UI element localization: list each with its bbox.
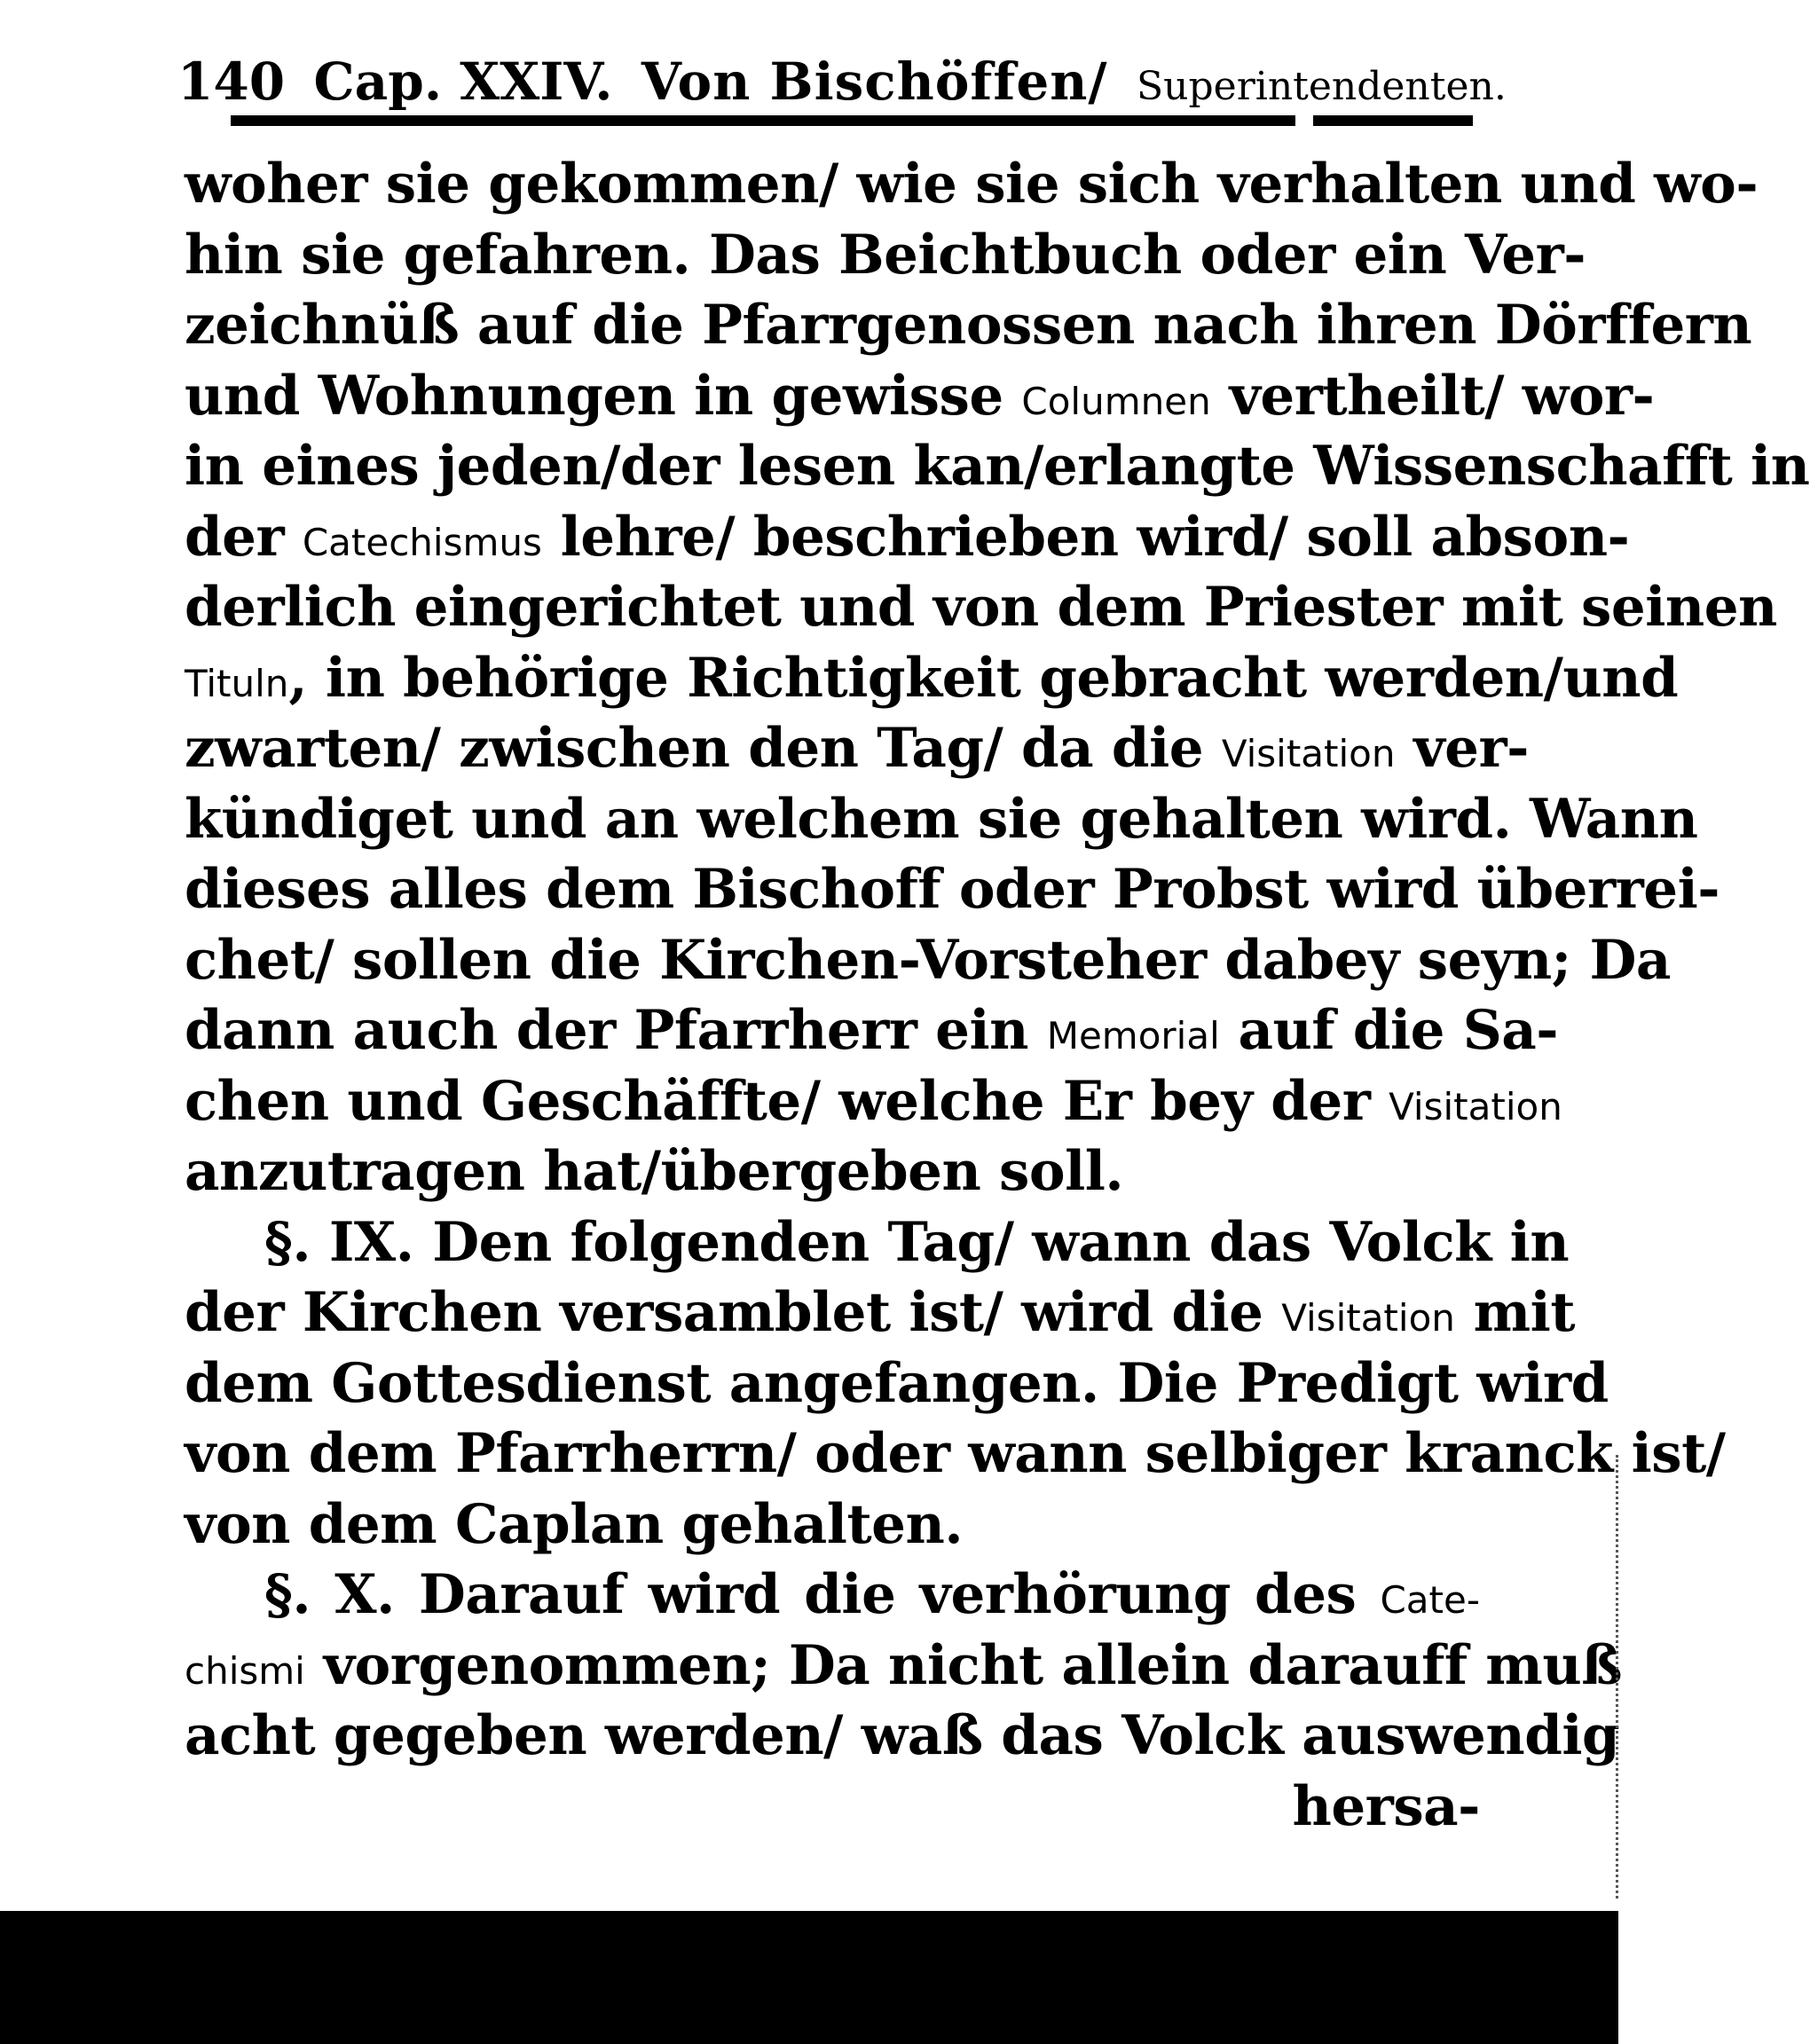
text-line bbox=[185, 1701, 1620, 1772]
header-subtitle: Superintendenten. bbox=[1137, 64, 1507, 109]
text-fragment: chet/ sollen die Kirchen-Vorsteher dabey seyn; Da bbox=[185, 928, 1671, 992]
latin-term: Visitation bbox=[1281, 1296, 1455, 1340]
text-fragment: von dem Pfarrherrn/ oder wann selbiger kranck ist/ bbox=[185, 1422, 1726, 1485]
text-line bbox=[185, 572, 1777, 643]
text-fragment: dieses alles dem Bischoff oder Probst wird überrei- bbox=[185, 858, 1720, 921]
text-fragment: hersa- bbox=[1292, 1774, 1480, 1838]
latin-term: Columnen bbox=[1021, 379, 1211, 423]
latin-term: Cate- bbox=[1380, 1578, 1480, 1622]
running-header bbox=[177, 46, 1507, 117]
body-text bbox=[185, 149, 1810, 1842]
text-fragment: von dem Caplan gehalten. bbox=[185, 1492, 964, 1556]
text-line bbox=[185, 1631, 1623, 1702]
text-line bbox=[185, 1560, 1480, 1631]
text-line bbox=[185, 1066, 1562, 1137]
text-line bbox=[185, 361, 1655, 432]
text-line bbox=[185, 784, 1698, 855]
header-rule bbox=[231, 115, 1473, 126]
text-line bbox=[185, 713, 1529, 784]
text-fragment: anzutragen hat/übergeben soll. bbox=[185, 1140, 1124, 1203]
text-line bbox=[185, 1136, 1480, 1207]
text-fragment: vertheilt/ wor- bbox=[1210, 364, 1655, 428]
text-fragment: , in behörige Richtigkeit gebracht werden/und bbox=[288, 646, 1679, 710]
page-edge-marks bbox=[1610, 1455, 1618, 1899]
header-title: Von Bischöffen/ bbox=[641, 51, 1108, 112]
text-line bbox=[185, 1490, 1480, 1561]
text-fragment: kündiget und an welchem sie gehalten wird. Wann bbox=[185, 787, 1698, 851]
text-fragment: und Wohnungen in gewisse bbox=[185, 364, 1022, 428]
text-line bbox=[185, 1772, 1480, 1843]
text-fragment: lehre/ beschrieben wird/ soll abson- bbox=[541, 505, 1630, 569]
text-line bbox=[185, 431, 1810, 502]
text-fragment: auf die Sa- bbox=[1219, 999, 1559, 1062]
text-fragment: dem Gottesdienst angefangen. Die Predigt wird bbox=[185, 1351, 1609, 1415]
text-line bbox=[185, 643, 1679, 714]
text-line bbox=[185, 220, 1586, 291]
latin-term: Visitation bbox=[1389, 1084, 1562, 1128]
text-fragment: woher sie gekommen/ wie sie sich verhalten und wo- bbox=[185, 153, 1759, 216]
text-line bbox=[185, 925, 1671, 996]
text-fragment: vorgenommen; Da nicht allein darauff muß bbox=[304, 1633, 1623, 1697]
chapter-label: Cap. XXIV. bbox=[313, 51, 613, 112]
text-fragment: dann auch der Pfarrherr ein bbox=[185, 999, 1047, 1062]
text-line bbox=[185, 854, 1720, 925]
text-fragment: derlich eingerichtet und von dem Priester mit seinen bbox=[185, 576, 1777, 639]
text-fragment: hin sie gefahren. Das Beichtbuch oder ein Ver- bbox=[185, 223, 1586, 287]
latin-term: Catechismus bbox=[302, 520, 542, 564]
text-line bbox=[185, 1278, 1576, 1348]
text-line bbox=[185, 502, 1630, 573]
scan-bottom-band bbox=[0, 1911, 1618, 2044]
text-fragment: zwarten/ zwischen den Tag/ da die bbox=[185, 717, 1222, 780]
text-fragment: der Kirchen versamblet ist/ wird die bbox=[185, 1281, 1282, 1344]
text-line bbox=[185, 290, 1752, 361]
latin-term: Visitation bbox=[1221, 732, 1396, 775]
text-line bbox=[185, 1419, 1726, 1490]
text-fragment: ver- bbox=[1395, 717, 1529, 780]
text-line bbox=[185, 1207, 1570, 1278]
text-fragment: acht gegeben werden/ waß das Volck auswendig bbox=[185, 1704, 1620, 1767]
text-fragment: chen und Geschäffte/ welche Er bey der bbox=[185, 1069, 1389, 1133]
text-fragment: zeichnüß auf die Pfarrgenossen nach ihren Dörffern bbox=[185, 294, 1752, 357]
page-number: 140 bbox=[177, 51, 286, 112]
text-line bbox=[185, 995, 1559, 1066]
text-fragment: in eines jeden/der lesen kan/erlangte Wissenschafft in bbox=[185, 435, 1810, 498]
text-fragment: §. X. Darauf wird die verhörung des bbox=[264, 1563, 1381, 1626]
latin-term: chismi bbox=[185, 1648, 305, 1693]
text-fragment: mit bbox=[1454, 1281, 1576, 1344]
latin-term: Memorial bbox=[1046, 1014, 1220, 1057]
text-fragment: der bbox=[185, 505, 303, 569]
text-fragment: §. IX. Den folgenden Tag/ wann das Volck in bbox=[264, 1210, 1570, 1274]
latin-term: Tituln bbox=[185, 661, 289, 705]
text-line bbox=[185, 1348, 1609, 1419]
text-line bbox=[185, 149, 1759, 220]
